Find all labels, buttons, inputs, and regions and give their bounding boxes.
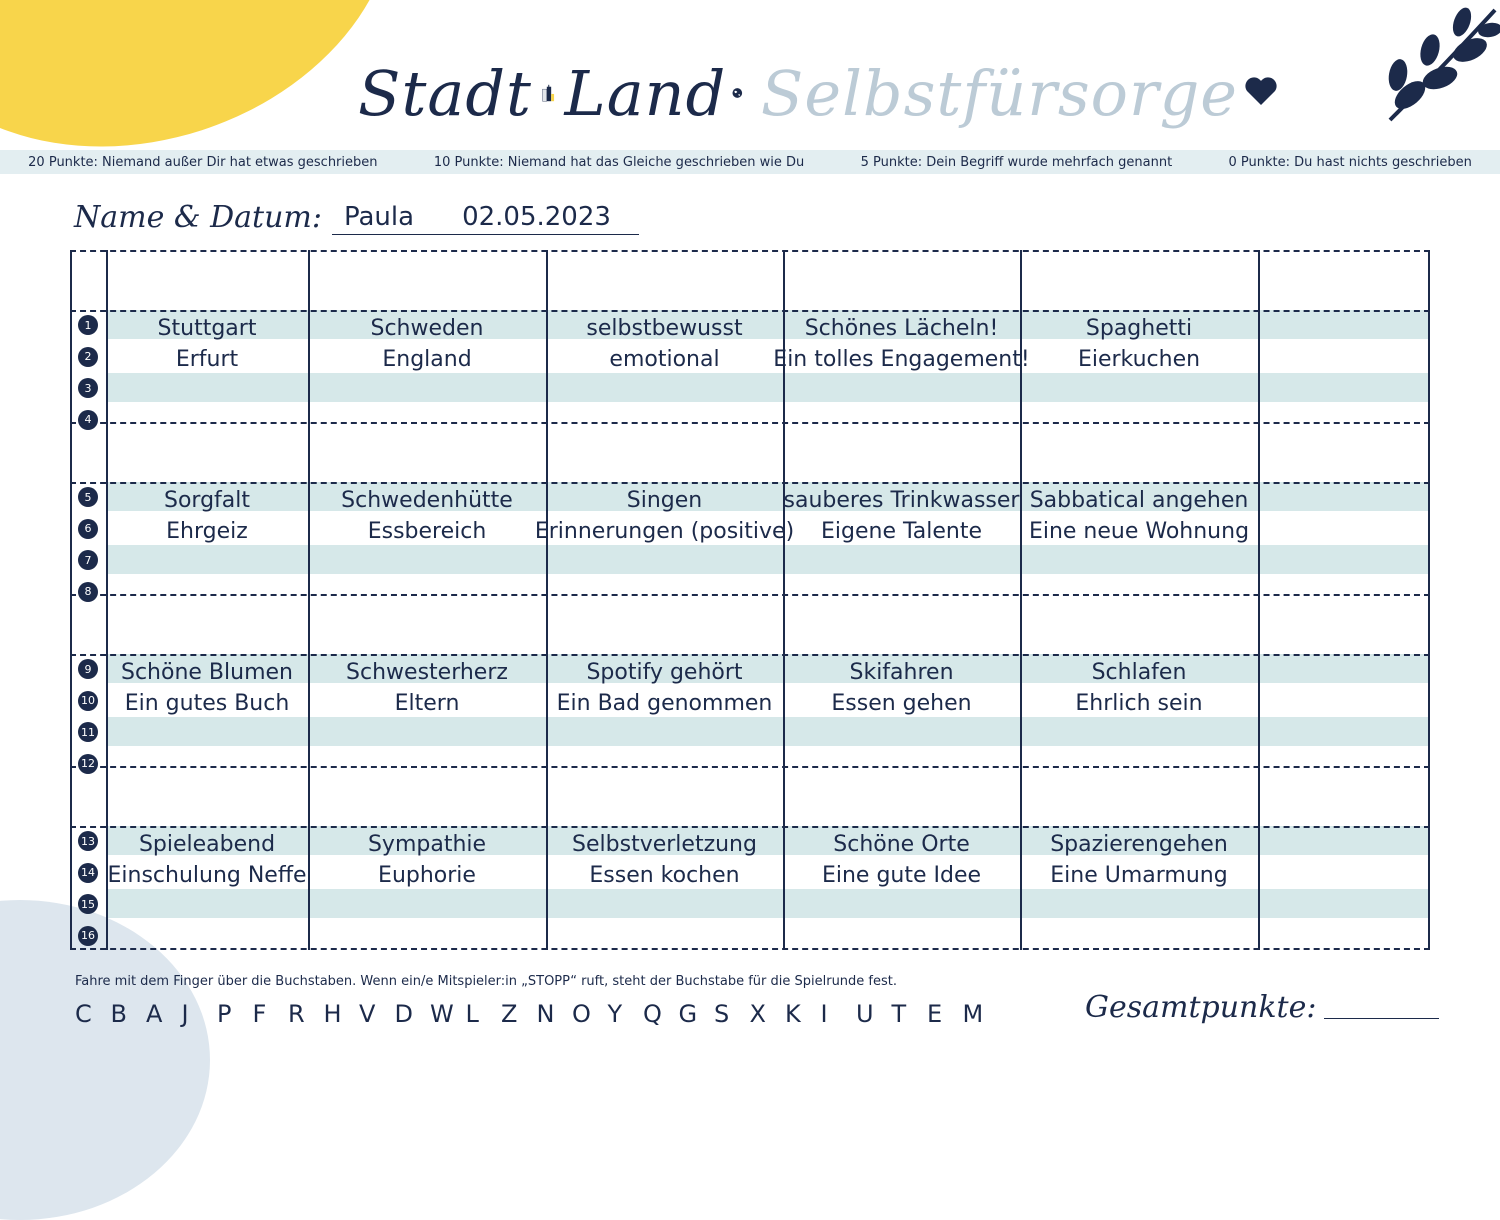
total-points-input-line[interactable] (1324, 1018, 1439, 1019)
row-number: 5 (78, 487, 98, 507)
letter-choice[interactable]: B (110, 1000, 127, 1028)
letter-choice[interactable]: T (891, 1000, 907, 1028)
answer-cell[interactable]: Schweden (370, 315, 484, 341)
name-date-label: Name & Datum: (74, 200, 322, 235)
answer-cell[interactable]: Schöne Blumen (121, 659, 293, 685)
points-rule-5: 5 Punkte: Dein Begriff wurde mehrfach genannt (860, 154, 1173, 170)
letter-choice[interactable]: R (288, 1000, 305, 1028)
answer-cell[interactable]: Spazierengehen (1050, 831, 1228, 857)
block-top-dash (70, 594, 1430, 596)
letter-choice[interactable]: I (820, 1000, 828, 1028)
answer-cell[interactable]: Erinnerungen (positive) (534, 519, 795, 544)
name-date-field (74, 200, 639, 235)
letter-choice[interactable]: Y (607, 1000, 623, 1028)
answer-cell[interactable]: Eigene Talente (820, 519, 982, 544)
row-number: 9 (78, 659, 98, 679)
block-top-dash (70, 250, 1430, 252)
points-rule-0: 0 Punkte: Du hast nichts geschrieben (1228, 154, 1472, 170)
letter-choice[interactable]: C (75, 1000, 92, 1028)
letter-choice[interactable]: M (962, 1000, 984, 1028)
answer-cell[interactable]: Ein gutes Buch (124, 691, 290, 716)
answer-cell[interactable]: Ehrgeiz (166, 519, 248, 544)
answer-cell[interactable]: Eine neue Wohnung (1028, 519, 1250, 544)
points-rule-10: 10 Punkte: Niemand hat das Gleiche geschrieben wie Du (433, 154, 805, 170)
game-date: 02.05.2023 (462, 202, 611, 232)
total-points-field (1085, 990, 1439, 1025)
block-top-dash (70, 766, 1430, 768)
answer-cell[interactable]: Singen (626, 487, 703, 513)
letter-row (75, 1000, 998, 1028)
answer-cell[interactable]: Schwesterherz (346, 659, 508, 685)
letter-choice[interactable]: J (181, 1000, 189, 1028)
row-number: 12 (78, 754, 98, 774)
letter-choice[interactable]: X (749, 1000, 766, 1028)
letter-choice[interactable]: U (856, 1000, 874, 1028)
letter-choice[interactable]: A (146, 1000, 163, 1028)
letter-choice[interactable]: O (572, 1000, 591, 1028)
row-number: 16 (78, 926, 98, 946)
leaf-branch-icon (1370, 0, 1500, 130)
answer-cell[interactable]: Eine Umarmung (1050, 863, 1228, 888)
answer-cell[interactable]: Eltern (394, 691, 460, 716)
points-rule-20: 20 Punkte: Niemand außer Dir hat etwas geschrieben (28, 154, 378, 170)
player-name: Paula (343, 202, 415, 232)
answer-cell[interactable]: Schwedenhütte (341, 487, 513, 513)
row-number: 3 (78, 378, 98, 398)
row-number: 10 (78, 691, 98, 711)
row-number: 6 (78, 519, 98, 539)
answer-cell[interactable]: Ehrlich sein (1075, 691, 1203, 716)
letter-choice[interactable]: K (785, 1000, 801, 1028)
heart-icon (1244, 76, 1278, 106)
row-number: 1 (78, 315, 98, 335)
title-part-selbstfuersorge: Selbstfürsorge (760, 56, 1238, 130)
name-date-value[interactable] (332, 202, 639, 235)
title-part-stadt: Stadt (358, 56, 532, 130)
answer-cell[interactable]: Essen kochen (589, 863, 740, 888)
answer-cell[interactable]: Essbereich (367, 519, 487, 544)
letter-choice[interactable]: E (927, 1000, 943, 1028)
answer-cell[interactable]: Skifahren (849, 659, 954, 685)
answer-cell[interactable]: Spotify gehört (586, 659, 743, 685)
letter-choice[interactable]: N (536, 1000, 555, 1028)
row-number: 8 (78, 582, 98, 602)
letter-choice[interactable]: Q (643, 1000, 662, 1028)
points-rules-bar (0, 150, 1500, 174)
letter-choice[interactable]: V (359, 1000, 376, 1028)
block-top-dash (70, 422, 1430, 424)
row-number: 13 (78, 831, 98, 851)
answer-cell[interactable]: Erfurt (175, 347, 239, 372)
letter-choice[interactable]: W (430, 1000, 454, 1028)
grid-bottom-dash (70, 948, 1430, 950)
letter-choice[interactable]: H (323, 1000, 342, 1028)
page-title (358, 38, 1238, 148)
footer-hint: Fahre mit dem Finger über die Buchstaben. Wenn ein/e Mitspieler:in „STOPP“ ruft, steht der Buchstabe für die Spielrunde fest. (75, 974, 898, 989)
row-number: 15 (78, 894, 98, 914)
letter-choice[interactable]: P (217, 1000, 232, 1028)
row-stripe (106, 889, 1428, 918)
row-number-column (70, 250, 106, 950)
title-part-land: Land (564, 56, 727, 130)
total-points-label: Gesamtpunkte: (1085, 990, 1317, 1025)
letter-choice[interactable]: G (678, 1000, 698, 1028)
row-number: 2 (78, 347, 98, 367)
letter-choice[interactable]: D (394, 1000, 413, 1028)
row-number: 7 (78, 550, 98, 570)
answer-cell[interactable]: Sorgfalt (163, 487, 250, 513)
answer-cell[interactable]: Euphorie (378, 863, 476, 888)
game-grid (70, 250, 1430, 950)
answer-cell[interactable]: Ein Bad genommen (556, 691, 773, 716)
answer-cell[interactable]: Spieleabend (138, 831, 276, 857)
letter-choice[interactable]: L (465, 1000, 479, 1028)
answer-cell[interactable]: Essen gehen (831, 691, 972, 716)
answer-cell[interactable]: Stuttgart (157, 315, 257, 341)
answer-cell[interactable]: Sympathie (367, 831, 487, 857)
letter-choice[interactable]: F (252, 1000, 267, 1028)
city-buildings-icon (542, 59, 555, 127)
row-stripe (106, 545, 1428, 574)
answer-cell[interactable]: Einschulung Neffe (107, 863, 307, 888)
letter-choice[interactable]: S (714, 1000, 730, 1028)
answer-cell[interactable]: Schlafen (1091, 659, 1187, 685)
answer-cell[interactable]: Sabbatical angehen (1029, 487, 1249, 513)
row-stripe (106, 717, 1428, 746)
answer-cell[interactable]: Ein tolles Engagement! (773, 347, 1030, 372)
answer-cell[interactable]: Schönes Lächeln! (804, 315, 999, 341)
column-divider (1428, 250, 1430, 950)
row-stripe (106, 373, 1428, 402)
answer-cell[interactable]: Eierkuchen (1077, 347, 1201, 372)
answer-cell[interactable]: Eine gute Idee (821, 863, 982, 888)
answer-cell[interactable]: sauberes Trinkwasser (783, 487, 1020, 513)
answer-cell[interactable]: England (382, 347, 472, 372)
row-number: 4 (78, 410, 98, 430)
answer-cell[interactable]: Spaghetti (1085, 315, 1193, 341)
globe-icon (732, 71, 743, 115)
column-divider (1258, 250, 1260, 950)
letter-choice[interactable]: Z (501, 1000, 518, 1028)
answer-cell[interactable]: Selbstverletzung (572, 831, 757, 857)
answer-cell[interactable]: emotional (609, 347, 720, 372)
answer-cell[interactable]: Schöne Orte (833, 831, 970, 857)
answer-cell[interactable]: selbstbewusst (586, 315, 743, 341)
row-number: 11 (78, 722, 98, 742)
row-number: 14 (78, 863, 98, 883)
